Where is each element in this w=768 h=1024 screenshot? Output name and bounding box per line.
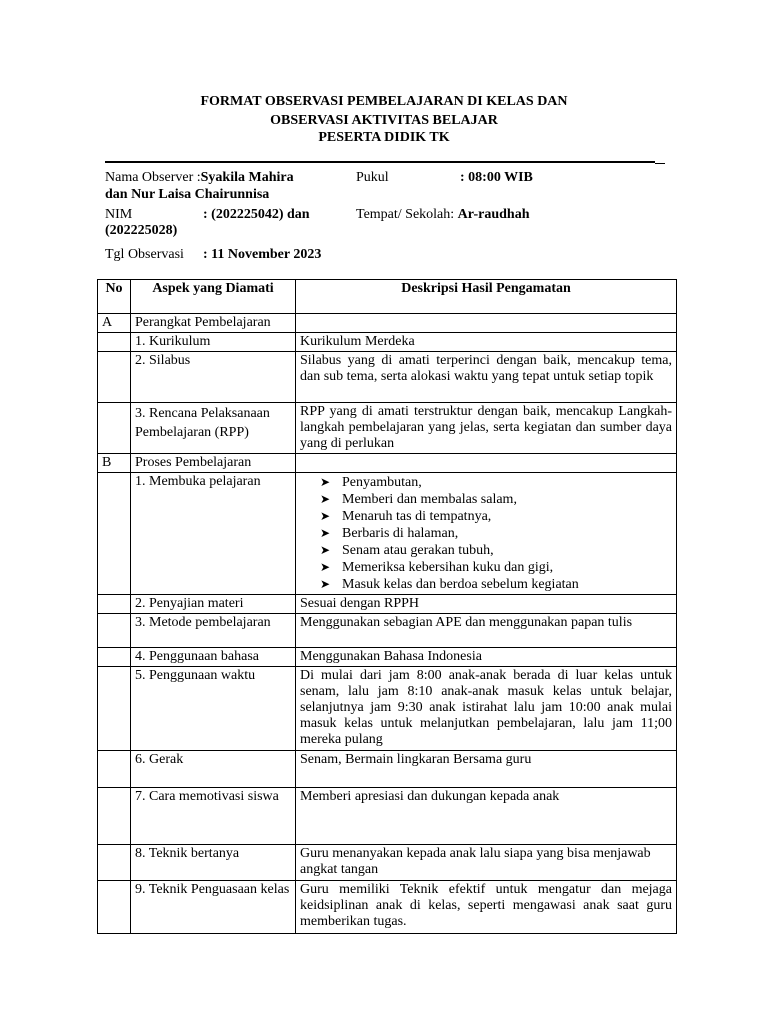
desc-cell: Senam, Bermain lingkaran Bersama guru bbox=[296, 751, 677, 788]
header-aspek: Aspek yang Diamati bbox=[131, 280, 296, 314]
table-row bbox=[98, 473, 677, 595]
tempat-value: Ar-raudhah bbox=[457, 207, 530, 222]
observer-line bbox=[105, 169, 294, 186]
arrow-bullet-icon: ➤ bbox=[320, 492, 331, 506]
aspek-cell: 6. Gerak bbox=[131, 751, 296, 788]
title-line-2: OBSERVASI AKTIVITAS BELAJAR bbox=[270, 113, 498, 128]
aspek-cell: 3. Rencana Pelaksanaan Pembelajaran (RPP) bbox=[131, 403, 296, 454]
desc-cell: Guru menanyakan kepada anak lalu siapa yang bisa menjawab angkat tangan bbox=[296, 845, 677, 881]
table-row bbox=[98, 667, 677, 751]
arrow-bullet-icon: ➤ bbox=[320, 475, 331, 489]
table-row bbox=[98, 352, 677, 403]
arrow-bullet-icon: ➤ bbox=[320, 526, 331, 540]
desc-cell: Silabus yang di amati terperinci dengan baik, mencakup tema, dan sub tema, serta alokasi waktu yang tepat untuk setiap topik bbox=[296, 352, 677, 403]
tgl-value: : 11 November 2023 bbox=[203, 247, 322, 262]
pukul-label: Pukul bbox=[356, 170, 389, 185]
aspek-cell: 3. Metode pembelajaran bbox=[131, 614, 296, 648]
desc-cell: Menggunakan Bahasa Indonesia bbox=[296, 648, 677, 667]
desc-cell: Sesuai dengan RPPH bbox=[296, 595, 677, 614]
aspek-cell: 2. Penyajian materi bbox=[131, 595, 296, 614]
section-b-no: B bbox=[98, 454, 131, 473]
section-a-no: A bbox=[98, 314, 131, 333]
aspek-cell: 4. Penggunaan bahasa bbox=[131, 648, 296, 667]
section-b-label: Proses Pembelajaran bbox=[131, 454, 296, 473]
desc-cell-list bbox=[296, 473, 677, 595]
table-row bbox=[98, 648, 677, 667]
table-header-row bbox=[98, 280, 677, 314]
list-item: ➤ Masuk kelas dan berdoa sebelum kegiatan bbox=[320, 577, 579, 592]
desc-cell: Memberi apresiasi dan dukungan kepada anak bbox=[296, 788, 677, 845]
list-item: ➤ Berbaris di halaman, bbox=[320, 526, 459, 541]
arrow-bullet-icon: ➤ bbox=[320, 509, 331, 523]
desc-cell: Di mulai dari jam 8:00 anak-anak berada di luar kelas untuk senam, lalu jam 8:10 anak-anak masuk kelas untuk belajar, selanjutnya jam 9:30 anak istirahat lalu jam 10:00 anak mulai masuk kelas untuk melanjutkan pembelajaran, lalu jam 11;00 mereka pulang bbox=[296, 667, 677, 751]
observation-table bbox=[97, 279, 677, 934]
table-row bbox=[98, 333, 677, 352]
table-row bbox=[98, 845, 677, 881]
table-row bbox=[98, 788, 677, 845]
list-item: ➤ Memberi dan membalas salam, bbox=[320, 492, 517, 507]
tempat-label: Tempat/ Sekolah: bbox=[356, 207, 455, 222]
nim-value-cont: (202225028) bbox=[105, 223, 178, 238]
header-no: No bbox=[98, 280, 131, 314]
list-item: ➤ Penyambutan, bbox=[320, 475, 422, 490]
list-item: ➤ Menaruh tas di tempatnya, bbox=[320, 509, 492, 524]
aspek-cell: 8. Teknik bertanya bbox=[131, 845, 296, 881]
table-row bbox=[98, 881, 677, 934]
activity-list bbox=[300, 474, 672, 593]
desc-cell: Menggunakan sebagian APE dan menggunakan papan tulis bbox=[296, 614, 677, 648]
table-row bbox=[98, 595, 677, 614]
header-deskripsi: Deskripsi Hasil Pengamatan bbox=[296, 280, 677, 314]
section-row-b bbox=[98, 454, 677, 473]
observer-label: Nama Observer : bbox=[105, 170, 201, 185]
table-row bbox=[98, 751, 677, 788]
header-rule bbox=[105, 161, 655, 163]
observer-value-cont: dan Nur Laisa Chairunnisa bbox=[105, 187, 270, 202]
section-row-a bbox=[98, 314, 677, 333]
aspek-cell: 1. Membuka pelajaran bbox=[131, 473, 296, 595]
nim-value: : (202225042) dan bbox=[203, 207, 310, 222]
aspek-cell: 5. Penggunaan waktu bbox=[131, 667, 296, 751]
aspek-cell: 1. Kurikulum bbox=[131, 333, 296, 352]
table-row bbox=[98, 614, 677, 648]
list-item: ➤ Memeriksa kebersihan kuku dan gigi, bbox=[320, 560, 554, 575]
arrow-bullet-icon: ➤ bbox=[320, 560, 331, 574]
aspek-cell: 2. Silabus bbox=[131, 352, 296, 403]
arrow-bullet-icon: ➤ bbox=[320, 543, 331, 557]
aspek-cell: 7. Cara memotivasi siswa bbox=[131, 788, 296, 845]
header-rule-tail bbox=[655, 163, 665, 164]
table-row bbox=[98, 403, 677, 454]
arrow-bullet-icon: ➤ bbox=[320, 577, 331, 591]
aspek-cell: 9. Teknik Penguasaan kelas bbox=[131, 881, 296, 934]
tempat-line bbox=[356, 206, 530, 223]
tgl-label: Tgl Observasi bbox=[105, 247, 184, 262]
list-item: ➤ Senam atau gerakan tubuh, bbox=[320, 543, 494, 558]
desc-cell: Guru memiliki Teknik efektif untuk mengatur dan mejaga keidsiplinan anak di kelas, seperti mengawasi anak saat guru memberikan tugas. bbox=[296, 881, 677, 934]
title-line-1: FORMAT OBSERVASI PEMBELAJARAN DI KELAS DAN bbox=[200, 94, 568, 109]
nim-label: NIM bbox=[105, 207, 133, 222]
observer-value: Syakila Mahira bbox=[200, 170, 294, 185]
title-line-3: PESERTA DIDIK TK bbox=[318, 130, 450, 145]
desc-cell: Kurikulum Merdeka bbox=[296, 333, 677, 352]
desc-cell: RPP yang di amati terstruktur dengan baik, mencakup Langkah-langkah pembelajaran yang jelas, serta kegiatan dan sumber daya yang di perlukan bbox=[296, 403, 677, 454]
section-a-label: Perangkat Pembelajaran bbox=[131, 314, 296, 333]
pukul-value: : 08:00 WIB bbox=[460, 170, 533, 185]
